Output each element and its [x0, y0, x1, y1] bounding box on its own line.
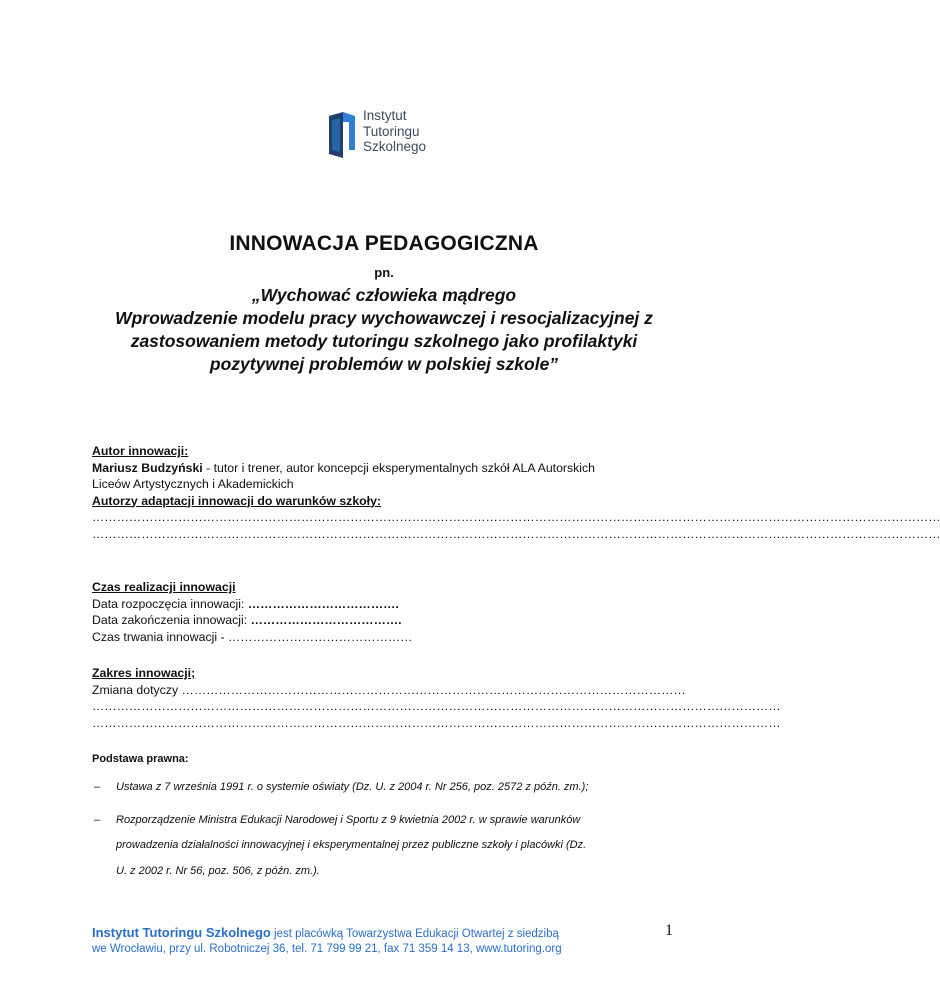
author-description-cont: Liceów Artystycznych i Akademickich — [92, 477, 294, 491]
adaptation-authors-blank: ……………………………………………………………………………………………………………………………………………………………………………………… — [92, 510, 940, 524]
dash-bullet: – — [94, 813, 101, 826]
legal-item — [92, 808, 692, 885]
scope-blank: …………………………………………………………………………………………………………………………………………………… — [92, 715, 781, 730]
time-section — [92, 579, 678, 645]
innovation-name-line: zastosowaniem metody tutoringu szkolnego jako profilaktyki — [130, 331, 638, 351]
door-icon — [327, 110, 357, 158]
innovation-name-line: „Wychować człowieka mądrego — [251, 285, 517, 305]
change-blank: …………………………………………………………………………………………………………… — [181, 682, 686, 697]
time-heading: Czas realizacji innowacji — [92, 580, 236, 594]
innovation-name-line: pozytywnej problemów w polskiej szkole” — [209, 354, 559, 374]
logo-line-1: Instytut — [363, 108, 407, 123]
author-section — [92, 443, 940, 542]
legal-item-text: Ustawa z 7 września 1991 r. o systemie oświaty (Dz. U. z 2004 r. Nr 256, poz. 2572 z późn. zm.); — [116, 781, 589, 793]
duration-blank: ……………………………………… — [228, 629, 413, 644]
dash-bullet: – — [94, 781, 101, 793]
page-footer — [92, 925, 562, 957]
legal-basis-list — [92, 775, 692, 884]
institute-logo — [327, 108, 447, 160]
adaptation-heading: Autorzy adaptacji innowacji do warunków szkoły: — [92, 493, 382, 508]
end-date-label: Data zakończenia innowacji: — [92, 613, 251, 627]
start-date-blank: ………………………………. — [247, 596, 399, 611]
change-label: Zmiana dotyczy — [92, 682, 182, 697]
author-name: Mariusz Budzyński — [92, 460, 203, 475]
author-description: - tutor i trener, autor koncepcji eksperymentalnych szkół ALA Autorskich — [202, 460, 596, 475]
footer-line-1: jest placówką Towarzystwa Edukacji Otwartej z siedzibą — [270, 928, 559, 940]
legal-item-text: U. z 2002 r. Nr 56, poz. 506, z późn. zm.). — [116, 864, 320, 877]
scope-section — [92, 665, 781, 731]
author-heading: Autor innowacji: — [92, 444, 189, 458]
legal-item-text: prowadzenia działalności innowacyjnej i eksperymentalnej przez publiczne szkoły i placówki (Dz. — [116, 839, 587, 851]
logo-wordmark — [363, 108, 426, 155]
scope-blank: …………………………………………………………………………………………………………………………………………………… — [92, 699, 781, 713]
end-date-blank: ………………………………. — [250, 613, 402, 627]
page-number: 1 — [665, 922, 673, 939]
legal-item-text: Rozporządzenie Ministra Edukacji Narodowej i Sportu z 9 kwietnia 2002 r. w sprawie warunków — [116, 813, 581, 826]
footer-org-name: Instytut Tutoringu Szkolnego — [92, 925, 271, 940]
start-date-label: Data rozpoczęcia innowacji: — [92, 596, 248, 611]
logo-line-3: Szkolnego — [363, 139, 427, 154]
title-pn: pn. — [374, 265, 394, 280]
adaptation-authors-blank: ……………………………………………………………………………………………………………………………………………………………………………………… — [92, 526, 940, 541]
logo-line-2: Tutoringu — [363, 123, 420, 139]
document-title: INNOWACJA PEDAGOGICZNA — [229, 232, 539, 255]
innovation-name — [80, 284, 688, 376]
innovation-name-line: Wprowadzenie modelu pracy wychowawczej i resocjalizacyjnej z — [115, 308, 653, 328]
footer-line-2: we Wrocławiu, przy ul. Robotniczej 36, tel. 71 799 99 21, fax 71 359 14 13, www.tutoring.org — [92, 943, 562, 955]
scope-heading: Zakres innowacji; — [92, 666, 196, 680]
legal-basis-heading: Podstawa prawna: — [92, 753, 189, 765]
duration-label: Czas trwania innowacji - — [92, 629, 228, 644]
legal-item — [92, 775, 692, 801]
